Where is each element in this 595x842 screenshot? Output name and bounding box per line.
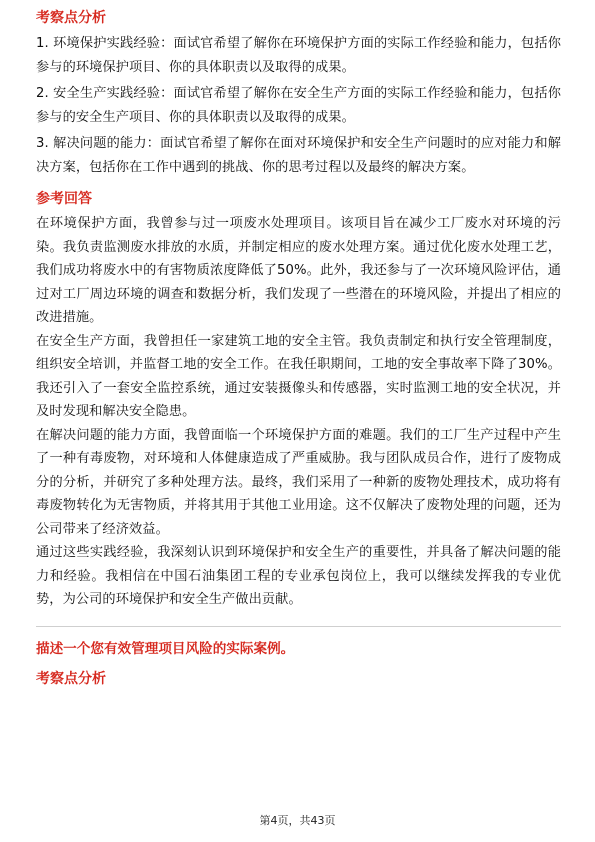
section-title-analysis: 考察点分析 (36, 10, 106, 26)
analysis-item: 3. 解决问题的能力：面试官希望了解你在面对环境保护和安全生产问题时的应对能力和解决方案，包括你在工作中遇到的挑战、你的思考过程以及最终的解决方案。 (36, 136, 561, 175)
answer-paragraph: 在解决问题的能力方面，我曾面临一个环境保护方面的难题。我们的工厂生产过程中产生了一种有毒废物，对环境和人体健康造成了严重威胁。我与团队成员合作，进行了废物成分的分析，并研究了多种处理方法。最终，我们采用了一种新的废物处理技术，成功将有毒废物转化为无害物质，并将其用于其他工业用途。这不仅解决了废物处理的问题，还为公司带来了经济效益。 (36, 427, 561, 537)
page-footer: 第4页，共43页 (259, 814, 336, 827)
analysis-list (36, 32, 561, 179)
analysis-item: 2. 安全生产实践经验：面试官希望了解你在安全生产方面的实际工作经验和能力，包括你参与的安全生产项目、你的具体职责以及取得的成果。 (36, 86, 561, 125)
answer-paragraph: 在环境保护方面，我曾参与过一项废水处理项目。该项目旨在减少工厂废水对环境的污染。我负责监测废水排放的水质，并制定相应的废水处理方案。通过优化废水处理工艺，我们成功将废水中的有害物质浓度降低了50%。此外，我还参与了一次环境风险评估，通过对工厂周边环境的调查和数据分析，我们发现了一些潜在的环境风险，并提出了相应的改进措施。 (36, 216, 561, 325)
answer-paragraph: 在安全生产方面，我曾担任一家建筑工地的安全主管。我负责制定和执行安全管理制度，组织安全培训，并监督工地的安全工作。在我任职期间，工地的安全事故率下降了30%。我还引入了一套安全监控系统，通过安装摄像头和传感器，实时监测工地的安全状况，并及时发现和解决安全隐患。 (36, 333, 561, 419)
reference-answer (36, 212, 561, 612)
next-question: 描述一个您有效管理项目风险的实际案例。 (36, 640, 295, 657)
section-title-analysis-next: 考察点分析 (36, 670, 106, 687)
section-divider (36, 626, 561, 627)
answer-paragraph: 通过这些实践经验，我深刻认识到环境保护和安全生产的重要性，并具备了解决问题的能力和经验。我相信在中国石油集团工程的专业承包岗位上，我可以继续发挥我的专业优势，为公司的环境保护和安全生产做出贡献。 (36, 545, 561, 607)
analysis-item: 1. 环境保护实践经验：面试官希望了解你在环境保护方面的实际工作经验和能力，包括你参与的环境保护项目、你的具体职责以及取得的成果。 (36, 36, 561, 75)
section-title-reference-answer: 参考回答 (36, 191, 92, 207)
page-content (36, 8, 561, 689)
